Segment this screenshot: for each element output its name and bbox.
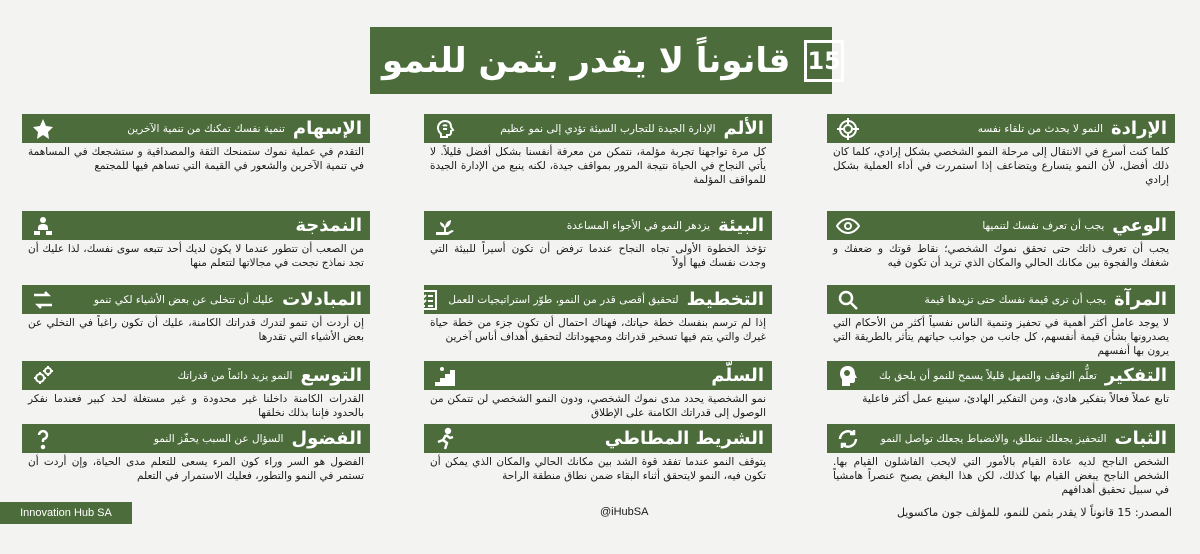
card-body: إذا لم ترسم بنفسك خطة حياتك، فهناك احتمال أن تكون جزء من خطة حياة غيرك والتي يتم فيها تسخير قدراتك ومجهوداتك لتحقيق أهداف أناس آخرين <box>430 317 766 343</box>
card-heading: الشريط المطاطي <box>604 428 764 449</box>
card-body: التقدم في عملية نموك ستمنحك الثقة والمصداقية و ستشجعك في المساهمة في تنمية الآخرين والشعور في القيمة التي تساهم فيها للمجتمع <box>28 146 364 172</box>
card-body: الفضول هو السر وراء كون المرء يسعى للتعلم مدى الحياة، وإن أردت أن تستمر في النمو والتطور، فعليك الاستمرار في التعلم <box>28 456 364 482</box>
head-gears-icon <box>835 363 861 389</box>
card-body: نمو الشخصية يحدد مدى نموك الشخصي، ودون النمو الشخصي لن تتمكن من الوصول إلى قدراتك الكامنة على الإطلاق <box>430 393 766 419</box>
card-heading: النمذجة <box>295 215 362 236</box>
source-note: المصدر: 15 قانوناً لا يقدر بثمن للنمو، للمؤلف جون ماكسويل <box>896 506 1172 519</box>
card-header <box>424 361 772 390</box>
page-title: قانوناً لا يقدر بثمن للنمو <box>382 40 791 81</box>
gears-icon <box>30 363 56 389</box>
card-subtitle: السؤال عن السبب يحفّز النمو <box>153 432 284 445</box>
card-header <box>827 361 1175 390</box>
card-contribution <box>22 114 370 173</box>
social-handle: @iHubSA <box>600 506 649 518</box>
card-body: القدرات الكامنة داخلنا غير محدودة و غير مستغلة لحد كبير فعندما نفكر بالحدود فإننا بذلك نخلقها <box>28 393 364 419</box>
card-header <box>22 114 370 143</box>
card-header <box>22 285 370 314</box>
card-awareness <box>827 211 1175 270</box>
magnifier-icon <box>835 287 861 313</box>
card-heading: المبادلات <box>282 289 362 310</box>
card-header <box>827 211 1175 240</box>
card-environment <box>424 211 772 270</box>
card-body: إن أردت أن تنمو لتدرك قدراتك الكامنة، عليك أن تكون راغباً في التخلي عن بعض الأشياء التي تقدرها <box>28 317 364 343</box>
card-body: يجب أن تعرف ذاتك حتى تحقق نموك الشخصي؛ نقاط قوتك و ضعفك و شغفك والفجوة بين مكانك الحالي والمكان الذي تريد أن تكون فيه <box>833 243 1169 269</box>
card-tradeoffs <box>22 285 370 344</box>
brand-label: Innovation Hub SA <box>0 502 132 524</box>
card-heading: البيئة <box>718 215 764 236</box>
card-planning <box>424 285 772 344</box>
card-heading: الفضول <box>291 428 362 449</box>
card-header <box>22 211 370 240</box>
card-modeling <box>22 211 370 270</box>
card-header <box>827 285 1175 314</box>
card-will <box>827 114 1175 187</box>
card-heading: السلّم <box>711 365 764 386</box>
card-subtitle: التحفيز يجعلك تنطلق، والانضباط يجعلك تواصل النمو <box>880 432 1107 445</box>
card-header <box>22 424 370 453</box>
card-reflection <box>827 361 1175 406</box>
card-body: من الصعب أن تتطور عندما لا يكون لديك أحد تتبعه سوى نفسك، لذا عليك أن تجد نماذج نجحت في مجالاتها لتتعلم منها <box>28 243 364 269</box>
stairs-icon <box>432 363 458 389</box>
eye-icon <box>835 213 861 239</box>
card-header <box>827 114 1175 143</box>
card-header <box>424 114 772 143</box>
card-heading: الوعي <box>1112 215 1167 236</box>
card-rubber-band <box>424 424 772 483</box>
card-body: تابع عملاً فعالاً بتفكير هادئ، ومن التفكير الهادئ، سينبع عمل أكثر فاعلية <box>862 393 1169 405</box>
card-header <box>22 361 370 390</box>
card-header <box>424 285 772 314</box>
card-pain <box>424 114 772 187</box>
card-subtitle: يجب أن ترى قيمة نفسك حتى تزيدها قيمة <box>924 293 1106 306</box>
card-body: كلما كنت أسرع في الانتقال إلى مرحلة النمو الشخصي بشكل إرادي، كلما كان ذلك أفضل، لأن النمو يتسارع ويتضاعف إذا استمررت في أداء العملية بشكل إرادي <box>833 146 1169 186</box>
card-body: يتوقف النمو عندما تفقد قوة الشد بين مكانك الحالي والمكان الذي يمكن أن تكون فيه، النمو لايتحقق أثناء البقاء ضمن نطاق منطقة الراحة <box>430 456 766 482</box>
title-number: 15 <box>804 40 843 82</box>
brain-icon <box>432 116 458 142</box>
card-header <box>424 424 772 453</box>
card-subtitle: تعلُّم التوقف والتمهل قليلاً يسمح للنمو أن يلحق بك <box>879 369 1097 382</box>
card-heading: التخطيط <box>686 289 764 310</box>
card-ladder <box>424 361 772 420</box>
card-consistency <box>827 424 1175 497</box>
card-heading: التوسع <box>300 365 362 386</box>
card-subtitle: يجب أن تعرف نفسك لتنميها <box>982 219 1105 232</box>
card-subtitle: لتحقيق أقصى قدر من النمو، طوّر استراتيجيات للعمل <box>448 293 679 306</box>
card-subtitle: عليك أن تتخلى عن بعض الأشياء لكي تنمو <box>93 293 275 306</box>
card-subtitle: الإدارة الجيدة للتجارب السيئة تؤدي إلى نمو عظيم <box>500 122 716 135</box>
card-body: الشخص الناجح لديه عادة القيام بالأمور التي لايحب الفاشلون القيام بها. الشخص الناجح يبغض القيام بها كذلك، لكن هذا البغض يصبح عنصراً هامشياً في سبيل تحقيق أهدافهم <box>833 456 1169 496</box>
checklist-icon <box>424 287 440 313</box>
card-heading: الألم <box>723 118 764 139</box>
card-heading: الإسهام <box>292 118 362 139</box>
runner-icon <box>432 426 458 452</box>
card-expansion <box>22 361 370 420</box>
question-mark-icon <box>30 426 56 452</box>
card-subtitle: تنمية نفسك تمكنك من تنمية الآخرين <box>127 122 285 135</box>
star-burst-icon <box>30 116 56 142</box>
card-curiosity <box>22 424 370 483</box>
card-heading: المرآة <box>1114 289 1167 310</box>
card-heading: الإرادة <box>1111 118 1167 139</box>
plant-hand-icon <box>432 213 458 239</box>
card-heading: الثبات <box>1114 428 1167 449</box>
card-body: لا يوجد عامل أكثر أهمية في تحفيز وتنمية الناس نفسياً أكثر من الأحكام التي يصدرونها بشأن قيمة أنفسهم، كل جانب من جوانب حياتهم يتأثر بالطريقة التي يرون بها أنفسهم <box>833 317 1169 357</box>
card-subtitle: النمو لا يحدث من تلقاء نفسه <box>977 122 1104 135</box>
card-body: كل مرة تواجهنا تجربة مؤلمة، نتمكن من معرفة أنفسنا بشكل أفضل قليلاً. لا يأتي النجاح في الحياة نتيجة المرور بمواقف جيدة، لكنه ينبع من الإدارة الجيدة للمواقف المؤلمة <box>430 146 766 186</box>
cycle-arrows-icon <box>835 426 861 452</box>
card-body: تؤخذ الخطوة الأولى تجاه النجاح عندما ترفض أن تكون أسيراً للبيئة التي وجدت نفسك فيها أولاً <box>430 243 766 269</box>
card-subtitle: النمو يزيد دائماً من قدراتك <box>177 369 293 382</box>
mentor-icon <box>30 213 56 239</box>
exchange-arrows-icon <box>30 287 56 313</box>
target-icon <box>835 116 861 142</box>
card-header <box>827 424 1175 453</box>
title-banner <box>370 27 841 94</box>
card-subtitle: يزدهر النمو في الأجواء المساعدة <box>566 219 711 232</box>
card-heading: التفكير <box>1104 365 1167 386</box>
card-header <box>424 211 772 240</box>
card-mirror <box>827 285 1175 358</box>
